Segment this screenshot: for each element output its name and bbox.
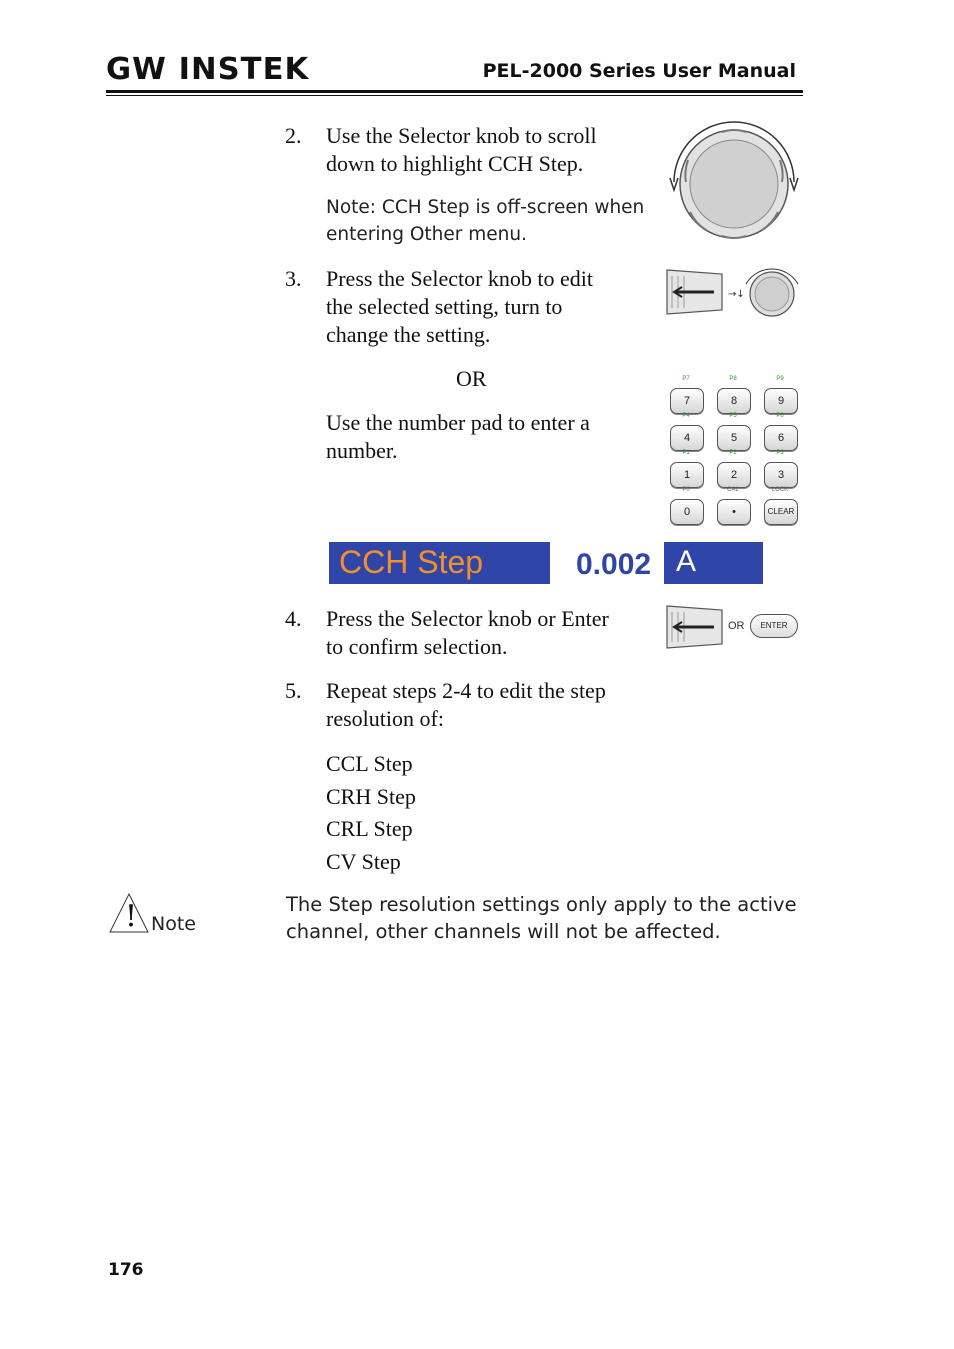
step-2-note-line: Note: CCH Step is off-screen when: [326, 197, 645, 218]
display-unit-box: [664, 542, 763, 584]
keypad-key: 9: [764, 388, 798, 414]
keypad-key: 3: [764, 462, 798, 488]
display-label: CCH Step: [339, 544, 484, 580]
list-item: CV Step: [326, 849, 401, 875]
logo-text: GW INSTEK: [106, 52, 310, 87]
keypad-key: 0: [670, 499, 704, 525]
selector-knob-press-icon: [664, 604, 724, 650]
gw-instek-logo: [106, 52, 309, 87]
note-label: Note: [151, 913, 196, 935]
keypad-key-sublabel: LOCK: [771, 487, 789, 493]
enter-key: [750, 614, 798, 638]
step-4-line: Press the Selector knob or Enter: [326, 606, 609, 631]
step-3-number: 3.: [285, 266, 302, 291]
keypad-key-sublabel: P6: [776, 413, 784, 419]
step-2-note: [326, 194, 644, 248]
keypad-key-sublabel: P7: [682, 376, 690, 382]
svg-text:→↓: →↓: [728, 289, 745, 300]
keypad-key-sublabel: P0: [682, 487, 690, 493]
header-rule: [106, 90, 803, 93]
enter-or-text: OR: [728, 620, 745, 632]
step-3-line: the selected setting, turn to: [326, 294, 563, 319]
keypad-key: 1: [670, 462, 704, 488]
step-5-line: Repeat steps 2-4 to edit the step: [326, 678, 606, 703]
step-3-text: [326, 265, 593, 349]
warning-icon: [108, 892, 150, 934]
list-item: CCL Step: [326, 751, 413, 776]
display-unit: A: [676, 545, 697, 578]
step-2-text: [326, 122, 597, 178]
keypad-key: 4: [670, 425, 704, 451]
keypad-key: 8: [717, 388, 751, 414]
svg-text:!: !: [125, 899, 138, 934]
or-separator: OR: [456, 366, 487, 391]
keypad-key: 6: [764, 425, 798, 451]
keypad-key: 7: [670, 388, 704, 414]
step-3-line: Press the Selector knob to edit: [326, 266, 594, 291]
number-pad-figure: [665, 374, 805, 526]
header-rule-thin: [106, 95, 803, 96]
enter-key-label: ENTER: [760, 621, 788, 630]
display-label-box: [329, 542, 550, 584]
keypad-key-sublabel: P4: [682, 413, 690, 419]
keypad-key: 5: [717, 425, 751, 451]
numpad-line: number.: [326, 438, 398, 463]
step-2-line: Use the Selector knob to scroll: [326, 123, 597, 148]
keypad-key-sublabel: P2: [729, 450, 737, 456]
list-item: CRH Step: [326, 783, 416, 809]
numpad-line: Use the number pad to enter a: [326, 410, 590, 435]
list-item: CRL Step: [326, 816, 413, 842]
keypad-key-sublabel: P8: [729, 376, 737, 382]
keypad-key-sublabel: P5: [729, 413, 737, 419]
keypad-key-sublabel: CAL: [727, 487, 739, 493]
step-4-text: [326, 605, 609, 661]
keypad-key-sublabel: P9: [776, 376, 784, 382]
keypad-key: 2: [717, 462, 751, 488]
step-3-line: change the setting.: [326, 322, 491, 347]
note-text: [286, 891, 797, 945]
step-resolution-list: [326, 748, 416, 879]
step-5-number: 5.: [285, 678, 302, 703]
display-value: 0.002: [576, 548, 652, 581]
manual-title: PEL-2000 Series User Manual: [482, 60, 796, 82]
numpad-instruction: [326, 409, 590, 465]
keypad-key-sublabel: P1: [682, 450, 690, 456]
step-2-line: down to highlight CCH Step.: [326, 151, 584, 176]
step-2-note-line: entering Other menu.: [326, 224, 527, 245]
step-5-line: resolution of:: [326, 706, 444, 731]
note-line: channel, other channels will not be affected.: [286, 920, 721, 943]
step-4-number: 4.: [285, 606, 302, 631]
keypad-key: •: [717, 499, 751, 525]
page-number: 176: [108, 1260, 144, 1280]
keypad-key-sublabel: P3: [776, 450, 784, 456]
selector-knob-scroll-icon: [664, 120, 804, 250]
keypad-key: CLEAR: [764, 499, 798, 525]
step-4-line: to confirm selection.: [326, 634, 508, 659]
selector-knob-press-turn-icon: [664, 264, 804, 320]
step-2-number: 2.: [285, 123, 302, 148]
step-5-text: [326, 677, 606, 733]
note-line: The Step resolution settings only apply to the active: [286, 893, 797, 916]
